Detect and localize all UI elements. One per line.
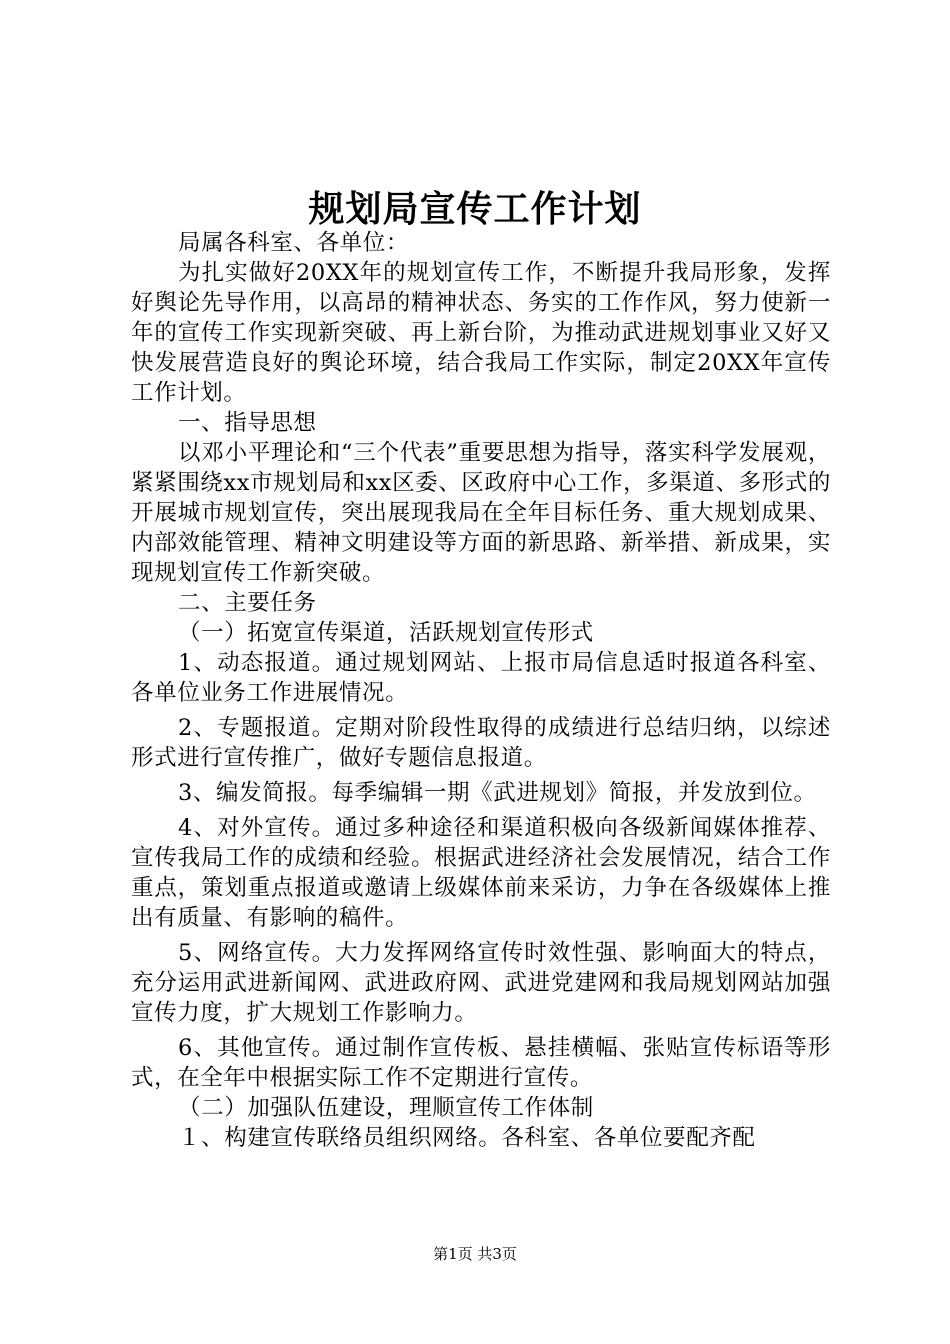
page-footer: 第1页 共3页: [433, 1245, 517, 1263]
intro-paragraph: 为扎实做好20XX年的规划宣传工作，不断提升我局形象，发挥好舆论先导作用，以高昂的精神状态、务实的工作作风，努力使新一年的宣传工作实现新突破、再上新台阶，为推动武进规划事业又好又快发展营造良好的舆论环境，结合我局工作实际，制定20XX年宣传工作计划。: [131, 260, 831, 406]
section-heading-main-tasks: 二、主要任务: [178, 590, 317, 616]
task-item-3: 3、编发简报。每季编辑一期《武进规划》简报，并发放到位。: [178, 780, 817, 806]
task-item-2: 2、专题报道。定期对阶段性取得的成绩进行总结归纳，以综述形式进行宣传推广，做好专题信息报道。: [131, 715, 831, 771]
subsection-heading-1: （一）拓宽宣传渠道，活跃规划宣传形式: [178, 620, 594, 646]
document-title: 规划局宣传工作计划: [308, 188, 642, 230]
task-item-6: 6、其他宣传。通过制作宣传板、悬挂横幅、张贴宣传标语等形式，在全年中根据实际工作不定期进行宣传。: [131, 1035, 831, 1091]
task-item-1: 1、动态报道。通过规划网站、上报市局信息适时报道各科室、各单位业务工作进展情况。: [131, 650, 831, 706]
team-item-1: １、构建宣传联络员组织网络。各科室、各单位要配齐配: [178, 1125, 756, 1151]
document-body: [131, 228, 831, 1153]
task-item-4: 4、对外宣传。通过多种途径和渠道积极向各级新闻媒体推荐、宣传我局工作的成绩和经验。根据武进经济社会发展情况，结合工作重点，策划重点报道或邀请上级媒体前来采访，力争在各级媒体上推出有质量、有影响的稿件。: [131, 815, 831, 931]
salutation: 局属各科室、各单位：: [178, 230, 410, 256]
subsection-heading-2: （二）加强队伍建设，理顺宣传工作体制: [178, 1095, 594, 1121]
task-item-5: 5、网络宣传。大力发挥网络宣传时效性强、影响面大的特点，充分运用武进新闻网、武进政府网、武进党建网和我局规划网站加强宣传力度，扩大规划工作影响力。: [131, 940, 831, 1026]
section-heading-guiding-thought: 一、指导思想: [178, 410, 317, 436]
guiding-thought-paragraph: 以邓小平理论和“三个代表”重要思想为指导，落实科学发展观，紧紧围绕xx市规划局和xx区委、区政府中心工作，多渠道、多形式的开展城市规划宣传，突出展现我局在全年目标任务、重大规划成果、内部效能管理、精神文明建设等方面的新思路、新举措、新成果，实现规划宣传工作新突破。: [131, 440, 831, 586]
